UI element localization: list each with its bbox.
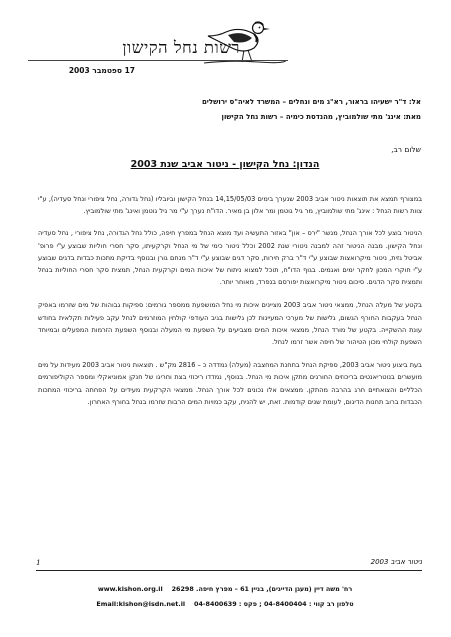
letter-date: 17 ספטמבר 2003 — [68, 66, 135, 75]
footer-address-line — [60, 585, 390, 593]
body-paragraph-3: בקטע של מעלה הנחל, ממצאי ניטור אביב 2003 מציינים איכות מי נחל המושפעת ממספר גורמים: ספיקות גבוהות של מים שזרמו באפיק הנחל בעקבות החורף הגשום, גלישות של מערכי המעיינות לכן גלישות בגיב העודפי קולחין המוזרמים לנחל עקב פעילות תקלאית בחודש עונת ההשקייה. בקטע של מורד הנחל, ממצאי איכות המים מצביעים על השפעת מי המעלה ובנוסף השפעת הזרמות המפעלים ובמיוחד השפעת קולחי מכון הטיהור של חיפה אשר זרמו לנחל. — [38, 301, 422, 347]
footer-divider — [36, 570, 422, 571]
greeting: שלום רב, — [391, 145, 421, 154]
letter-body — [38, 193, 422, 419]
org-name: רשות נחל הקישון — [122, 38, 240, 57]
header-divider — [28, 60, 288, 61]
footer-doc-title: ניטור אביב 2003 — [370, 558, 422, 566]
body-paragraph-2: הניטור בוצע לכל אורך הנחל, מגשר "ירס – און" באזור התעשיה ועד מוצא הנחל במפרץ חיפה, כולל נחל הגדורה, נחל ציפורי , נחל סעדיה ונחל הקישון. מבנה הניטור זהה למבנה ניטורי שנת 2002 וכלל ניטור כימי של מי הנחל וקרקעיתו, סקר חסרי חוליות שבוצע ע"י פרופ' אביטל גזית, ניטור מיקרואצות שבוצע ע"י ד"ר ברק חירות, סקר דגים שבוצע ע"י ד"ר מנחם גורן ובנוסף בדיקת מתכות כבדות בדגים שבוצע ע"י חוקרי המכון לחקר ימים ואגמים. בגוף הדו"ח, תוכל למצוא ניתוח של איכות המים וקרקעית הנחל, תמצית סקר חסרי החוליות בנחל ותמצית סקר הדגים. סיכום ניטור מיקרואצות יפורסם בנפרד, מאוחר יותר. — [38, 229, 422, 287]
footer-website[interactable]: www.kishon.org.il — [97, 585, 163, 593]
body-paragraph-1: במצורף תמצא את תוצאות ניטור אביב 2003 שנערך בימים 14,15/05/03 בנחל הקישון וביובליו (נחל גדורה, נחל ציפורי ונחל סעדיה), ע"י צוות רשות הנחל : אינג' מתי שולמוביץ, מר גיל גוטמן ומר אלון בן מאיר. הדו"ח נערך ע"י מר גיל גוטמן ואינג' מתי שולמוביץ. — [38, 195, 423, 216]
addressee-line: אל: ד"ר ישעיהו בראור, רא"ג מים ונחלים – המשרד לאיה"ס ירושלים — [201, 98, 421, 106]
footer-phones: טלפון רב קווי : 04-8400404 ; פקס : 04-8400639 — [194, 600, 354, 608]
page-number: 1 — [36, 558, 41, 567]
sender-line: מאת: אינג' מתי שולמוביץ, מהנדסת כימיה – רשות נחל הקישון — [221, 113, 421, 121]
subject-line: הנדון: נחל הקישון - ניטור אביב שנת 2003 — [130, 159, 320, 170]
body-paragraph-4: בעת ביצוע ניטור אביב 2003, ספיקת הנחל בתחנת המחצבה (מעלה) נמדדה כ – 2816 מק"ש . תוצאות ניטור אביב 2003 מעידות על מים מועשרים בנוטריאנטים בריכוזים החורגים מתקן איכות מי הנחל. בנוסף, נמדדו ריכוזי בצת וחריגו של חנקן אמוניאקלי ומספר הקוליפורמים הכלליים והצואתיים חרג בהרבה מהתקן. ממצאים אלו נכונים לכל אורך הנחל. ממצאי הקרקעית מעידים על הפחתה בריכוזי המתכות הכבדות ברוב תחנות הדיגום, לעומת שנים קודמות. זאת, יש להניח, עקב כמויות המים הרבות שזרמו בנחל בחורף האחרון. — [37, 361, 422, 406]
footer-address: רח' משה דיין (מעגן הדייגים), בניין 61 – מפרץ חיפה. 26298 — [171, 585, 353, 593]
footer-email[interactable]: Email:kishon@isdn.net.il — [96, 600, 186, 608]
footer-contact-line — [60, 600, 390, 608]
